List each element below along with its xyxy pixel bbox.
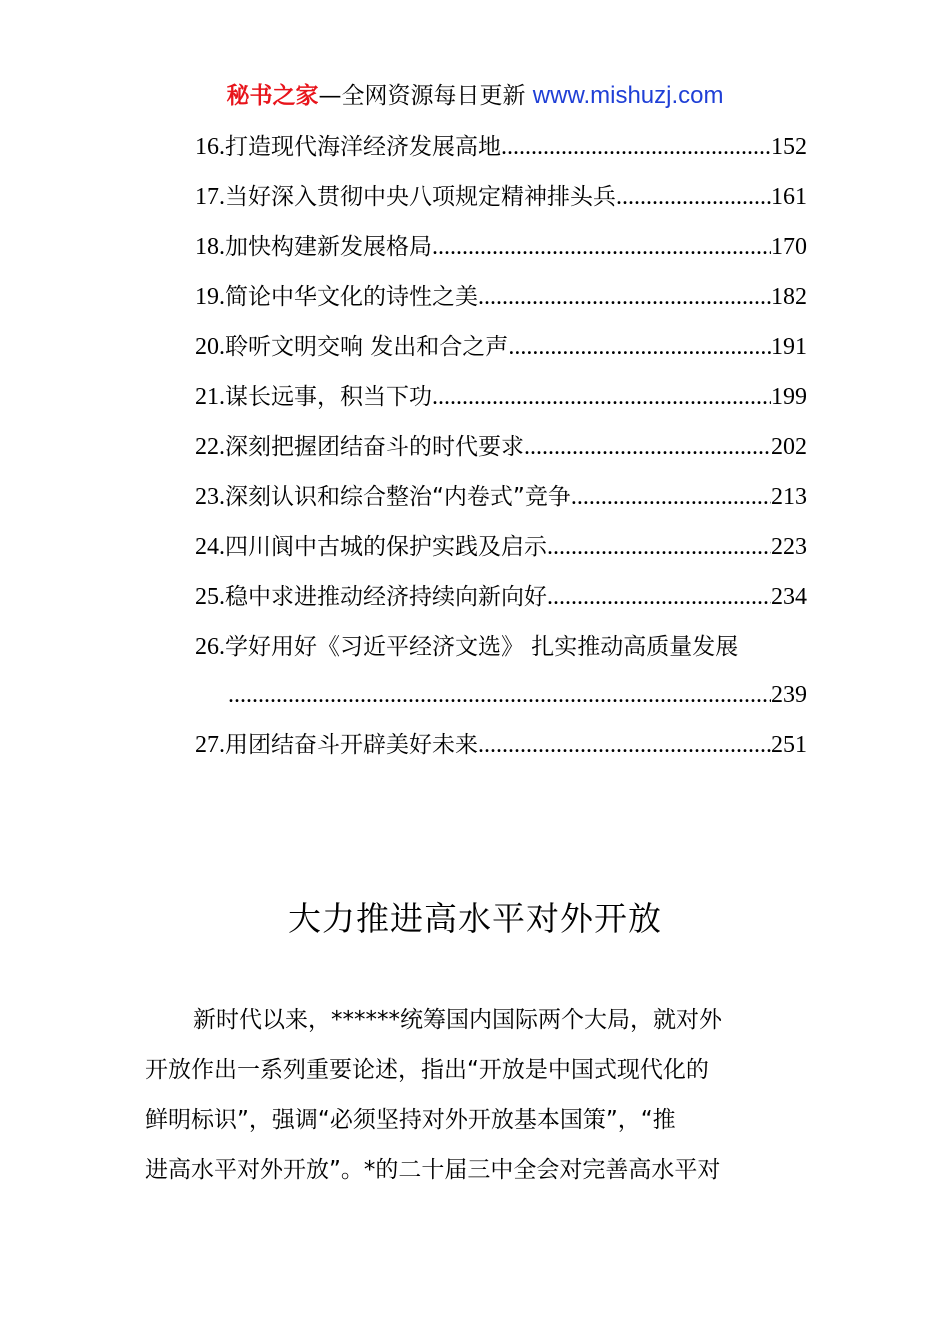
toc-number: 17. <box>195 184 225 210</box>
toc-entry-23[interactable] <box>195 479 807 529</box>
toc-title: 深刻认识和综合整治“内卷式”竞争 <box>225 484 571 510</box>
toc-page-number: 251 <box>771 732 807 758</box>
toc-title: 稳中求进推动经济持续向新向好 <box>225 584 547 610</box>
toc-entry-25[interactable] <box>195 579 807 629</box>
article-line: 开放作出一系列重要论述，指出“开放是中国式现代化的 <box>145 1057 709 1083</box>
toc-leader-dots <box>478 727 771 763</box>
toc-title: 四川阆中古城的保护实践及启示 <box>225 534 547 560</box>
table-of-contents <box>195 129 807 777</box>
toc-leader-dots <box>432 229 771 265</box>
toc-page-number: 199 <box>771 384 807 410</box>
toc-title: 聆听文明交响 发出和合之声 <box>225 334 509 360</box>
toc-number: 25. <box>195 584 225 610</box>
toc-entry-20[interactable] <box>195 329 807 379</box>
toc-entry-17[interactable] <box>195 179 807 229</box>
toc-leader-dots <box>547 529 771 565</box>
toc-leader-dots <box>228 677 771 713</box>
site-url-link[interactable]: www.mishuzj.com <box>532 82 724 109</box>
toc-title: 谋长远事，积当下功 <box>225 384 432 410</box>
article-body <box>145 995 800 1195</box>
toc-entry-first-line <box>195 629 807 677</box>
toc-leader-dots <box>616 179 771 215</box>
toc-page-number: 213 <box>771 484 807 510</box>
toc-leader-dots <box>508 329 771 365</box>
toc-leader-dots <box>501 129 771 165</box>
toc-title: 加快构建新发展格局 <box>225 234 432 260</box>
toc-entry-27[interactable] <box>195 727 807 777</box>
toc-leader-dots <box>547 579 771 615</box>
page-header <box>0 80 950 112</box>
toc-page-number: 234 <box>771 584 807 610</box>
toc-number: 21. <box>195 384 225 410</box>
toc-title: 深刻把握团结奋斗的时代要求 <box>225 434 524 460</box>
toc-page-number: 152 <box>771 134 807 160</box>
toc-title: 学好用好《习近平经济文选》 扎实推动高质量发展 <box>225 634 739 660</box>
article-line: 进高水平对外开放”。*的二十届三中全会对完善高水平对 <box>145 1157 721 1183</box>
toc-number: 16. <box>195 134 225 160</box>
toc-page-number: 161 <box>771 184 807 210</box>
toc-leader-dots <box>524 429 771 465</box>
toc-entry-22[interactable] <box>195 429 807 479</box>
toc-entry-18[interactable] <box>195 229 807 279</box>
toc-page-number: 223 <box>771 534 807 560</box>
article-line: 新时代以来，******统筹国内国际两个大局，就对外 <box>193 1007 722 1033</box>
toc-page-number: 182 <box>771 284 807 310</box>
toc-number: 19. <box>195 284 225 310</box>
toc-entry-16[interactable] <box>195 129 807 179</box>
toc-number: 27. <box>195 732 225 758</box>
toc-page-number: 202 <box>771 434 807 460</box>
toc-title: 打造现代海洋经济发展高地 <box>225 134 501 160</box>
toc-entry-24[interactable] <box>195 529 807 579</box>
toc-number: 23. <box>195 484 225 510</box>
brand-name: 秘书之家 <box>226 83 319 109</box>
toc-leader-dots <box>571 479 771 515</box>
toc-entry-19[interactable] <box>195 279 807 329</box>
toc-number: 24. <box>195 534 225 560</box>
toc-number: 26. <box>195 634 225 660</box>
toc-title: 简论中华文化的诗性之美 <box>225 284 478 310</box>
toc-title: 用团结奋斗开辟美好未来 <box>225 732 478 758</box>
toc-entry-second-line <box>195 677 807 727</box>
toc-number: 20. <box>195 334 225 360</box>
toc-page-number: 191 <box>771 334 807 360</box>
toc-title: 当好深入贯彻中央八项规定精神排头兵 <box>225 184 616 210</box>
toc-entry-21[interactable] <box>195 379 807 429</box>
toc-number: 22. <box>195 434 225 460</box>
toc-entry-26[interactable] <box>195 629 807 727</box>
article-title: 大力推进高水平对外开放 <box>288 899 662 938</box>
toc-page-number: 239 <box>771 682 807 708</box>
toc-page-number: 170 <box>771 234 807 260</box>
article-line: 鲜明标识”，强调“必须坚持对外开放基本国策”，“推 <box>145 1107 676 1133</box>
header-tagline: —全网资源每日更新 <box>318 83 526 109</box>
toc-number: 18. <box>195 234 225 260</box>
toc-leader-dots <box>478 279 771 315</box>
toc-leader-dots <box>432 379 771 415</box>
